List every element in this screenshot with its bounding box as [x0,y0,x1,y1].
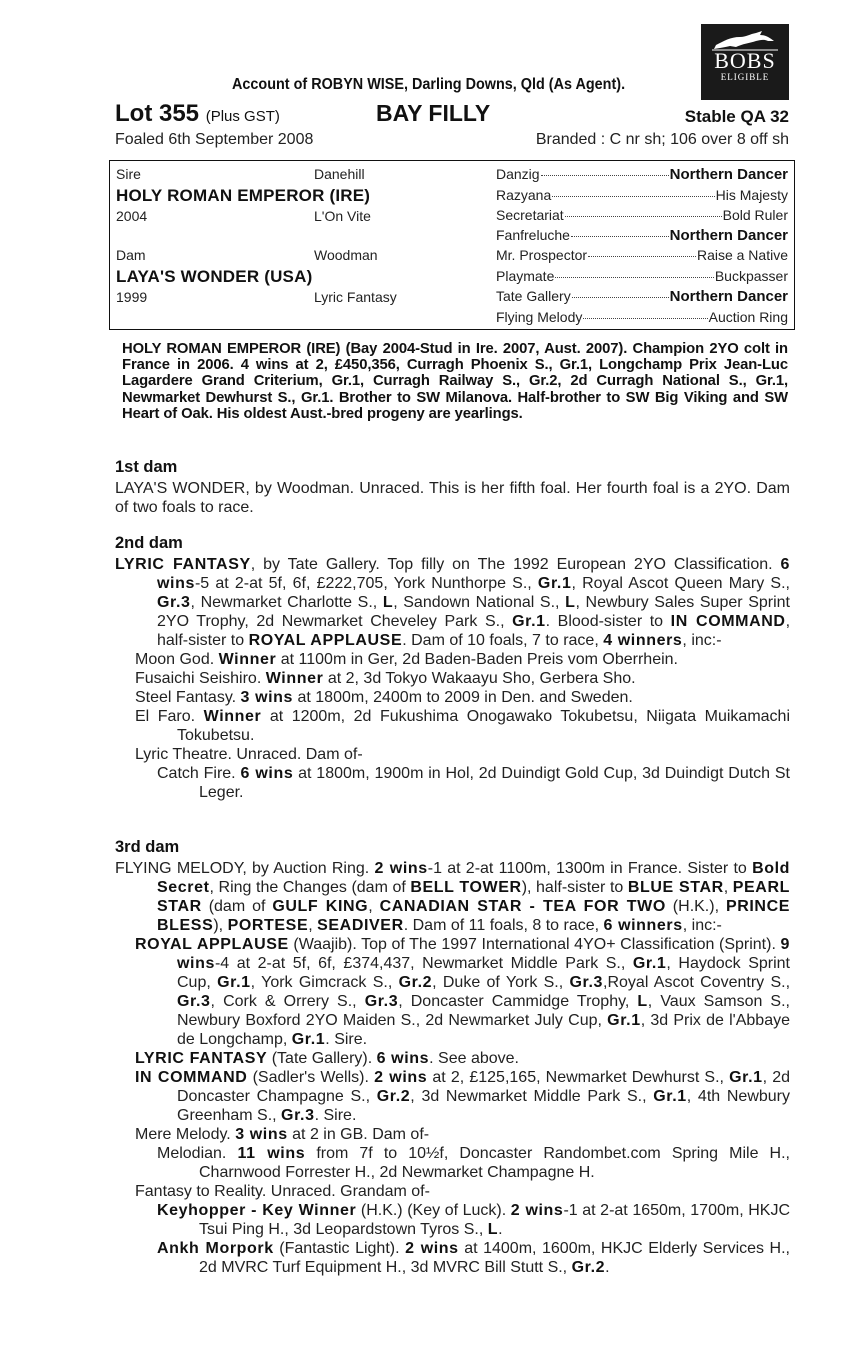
wins: 3 wins [235,1126,288,1143]
text: . See above. [429,1050,519,1067]
ancestor-sire: Raise a Native [696,247,788,263]
ancestor-sire: Auction Ring [708,309,788,325]
text: . [498,1221,503,1238]
winners: 6 winners [603,917,683,934]
text: at 1800m, 2400m to 2009 in Den. and Sweden. [293,689,633,706]
text: (Tate Gallery). [267,1050,377,1067]
text: , Royal Ascot Queen Mary S., [571,575,790,592]
text: , Sandown National S., [393,594,566,611]
leader-dots [571,236,669,237]
text: . Sire. [325,1031,368,1048]
text: , Haydock Sprint Cup, [177,955,790,991]
lot-number [115,100,280,128]
logo-text: BOBS [714,48,776,73]
horse-name: CANADIAN STAR - TEA FOR TWO [379,898,666,915]
ancestor-sire: His Majesty [715,187,788,203]
text: -1 at 2-at 1100m, 1300m in France. Sister to [427,860,753,877]
text: , 2d Doncaster Champagne S., [177,1069,791,1105]
text: , [723,879,733,896]
ancestor-sire: Northern Dancer [669,288,788,305]
progeny-entry [115,935,790,1049]
text: -1 at 2-at 1650m, 1700m, HKJC Tsui Ping H., 3d Leopardstown Tyros S., [199,1202,791,1238]
text: , 4th Newbury Greenham S., [177,1088,790,1124]
second-dam-main [115,555,790,650]
grade: Gr.3 [569,974,604,991]
text: Mere Melody. [135,1126,236,1143]
progeny-entry [115,1125,790,1144]
horse-name: PEARL STAR [157,879,790,915]
progeny-entry [115,707,790,745]
grade: Gr.1 [653,1088,687,1105]
grade: Gr.2 [398,974,433,991]
text: (Sadler's Wells). [247,1069,375,1086]
ancestor-sire: Northern Dancer [669,166,788,183]
leader-dots [583,318,707,319]
wins: 3 wins [240,689,294,706]
wins: 6 wins [240,765,294,782]
brand-marks: Branded : C nr sh; 106 over 8 off sh [535,131,789,148]
ancestor-name: Mr. Prospector [496,247,588,263]
grand-progeny-entry [115,1144,790,1182]
text: , Vaux Samson S., Newbury Boxford 2YO Maiden S., 2d Newmarket July Cup, [177,993,790,1029]
ancestor-name: Tate Gallery [496,288,571,304]
ancestor-name: Danzig [496,166,540,182]
dam-label: Dam [116,247,146,263]
grand-progeny-entry [115,764,790,802]
grand-progeny-entry [115,1201,790,1239]
grade: Gr.1 [729,1069,763,1086]
leader-dots [572,297,669,298]
grade: Gr.2 [376,1088,411,1105]
text: (Waajib). Top of The 1997 International 4YO+ Classification (Sprint). [288,936,781,953]
progeny-entry [115,669,790,688]
progeny-entry: Fantasy to Reality. Unraced. Grandam of- [135,1183,430,1200]
text: , inc:- [682,632,722,649]
grade: Gr.1 [217,974,251,991]
gst-note: (Plus GST) [205,108,280,125]
text: ), half-sister to [521,879,628,896]
leader-dots [555,277,713,278]
grade: L [637,993,648,1010]
wins: 6 wins [376,1050,430,1067]
text: , Duke of York S., [432,974,570,991]
text: ,Royal Ascot Coventry S., [603,974,791,991]
sire-summary: HOLY ROMAN EMPEROR (IRE) (Bay 2004-Stud in Ire. 2007, Aust. 2007). Champion 2YO colt in France in 2006. 4 wins at 2, £450,356, Curragh Phoenix S., Gr.1, Longchamp Prix Jean-Luc Lagardere Grand Criterium, Gr.1, Curragh Railway S., Gr.2, 2d Curragh National S., Gr.1, Newmarket Dewhurst S., Gr.1. Brother to SW Milanova. Half-brother to SW Big Viking and SW Heart of Oak. His oldest Aust.-bred progeny are yearlings. [122,341,788,422]
third-dam-section [115,859,790,1277]
horse-name: LYRIC FANTASY [135,1050,268,1067]
grade: L [487,1221,499,1238]
text: -5 at 2-at 5f, 6f, £222,705, York Nunthorpe S., [194,575,538,592]
grand-progeny-entry [115,1239,790,1277]
text: . Dam of 10 foals, 7 to race, [402,632,604,649]
text: at 2, 3d Tokyo Wakaayu Sho, Gerbera Sho. [323,670,636,687]
wins: 2 wins [510,1202,564,1219]
text: , half-sister to [157,613,791,649]
text: , [368,898,380,915]
text: Fusaichi Seishiro. [135,670,266,687]
ancestor-name: Razyana [496,187,552,203]
text: , Doncaster Cammidge Trophy, [398,993,638,1010]
first-dam-heading: 1st dam [115,458,178,476]
ancestor-sire: Bold Ruler [722,207,788,223]
horse-name: IN COMMAND [670,613,786,630]
text: , Ring the Changes (dam of [209,879,411,896]
dam-name: LAYA'S WONDER (USA) [116,267,313,286]
text: (Fantastic Light). [273,1240,406,1257]
second-dam-heading: 2nd dam [115,534,183,552]
wins: Winner [203,708,262,725]
leader-dots [541,175,669,176]
text: , by Tate Gallery. Top filly on The 1992 European 2YO Classification. [250,556,781,573]
text: ), [213,917,228,934]
ancestor-name: Secretariat [496,207,564,223]
ancestor-row [496,247,788,263]
text: , [308,917,318,934]
leader-dots [552,196,714,197]
text: . [605,1259,610,1276]
grade: Gr.3 [177,993,211,1010]
sire-dam: L'On Vite [314,208,371,224]
progeny-entry: Lyric Theatre. Unraced. Dam of- [135,746,363,763]
progeny-entry [115,650,790,669]
text: at 1100m in Ger, 2d Baden-Baden Preis vom Oberrhein. [276,651,678,668]
text: at 2, £125,165, Newmarket Dewhurst S., [427,1069,730,1086]
horse-name: GULF KING [272,898,369,915]
bobs-eligible-logo [701,24,789,100]
horse-name: Bold Secret [157,860,791,896]
winners: 4 winners [603,632,683,649]
text: . Sire. [314,1107,357,1124]
wins: Winner [218,651,277,668]
grade: Gr.1 [537,575,572,592]
grade: Gr.1 [607,1012,641,1029]
horse-name: ROYAL APPLAUSE [248,632,403,649]
grade: Gr.3 [281,1107,315,1124]
text: (H.K.), [665,898,726,915]
horse-name: SEADIVER [317,917,404,934]
grade: Gr.1 [632,955,667,972]
progeny-entry [115,1068,790,1125]
text: FLYING MELODY, by Auction Ring. [115,860,375,877]
pedigree-table [109,160,795,330]
text: , 3d Newmarket Middle Park S., [410,1088,654,1105]
horse-name: PRINCE BLESS [157,898,791,934]
wins: 2 wins [374,860,428,877]
text: Steel Fantasy. [135,689,241,706]
ancestor-row [496,288,788,305]
text: at 1200m, 2d Fukushima Onogawako Tokubetsu, Niigata Muikamachi Tokubetsu. [177,708,790,744]
colour-sex: BAY FILLY [376,100,491,126]
text: El Faro. [135,708,204,725]
horse-name: ROYAL APPLAUSE [135,936,289,953]
ancestor-name: Flying Melody [496,309,583,325]
progeny-entry [115,1049,790,1068]
leader-dots [588,256,696,257]
wins: 6 wins [157,556,790,592]
text: from 7f to 10½f, Doncaster Randombet.com Spring Mile H., Charnwood Forrester H., 2d Newmarket Champagne H. [199,1145,791,1181]
wins: 11 wins [237,1145,306,1162]
ancestor-row [496,227,788,244]
grade: Gr.3 [364,993,399,1010]
horse-name: BELL TOWER [410,879,522,896]
sire-label: Sire [116,166,141,182]
wins: 9 wins [177,936,791,972]
leader-dots [565,216,722,217]
ancestor-row [496,207,788,223]
text: , York Gimcrack S., [250,974,399,991]
horse-name: Keyhopper - Key Winner [157,1202,357,1219]
text: (dam of [201,898,273,915]
text: , Cork & Orrery S., [210,993,365,1010]
second-dam-section [115,555,790,802]
text: (H.K.) (Key of Luck). [356,1202,511,1219]
stable-number: Stable QA 32 [684,107,789,126]
horse-name: LYRIC FANTASY [115,556,251,573]
text: at 2 in GB. Dam of- [287,1126,430,1143]
grade: Gr.2 [571,1259,606,1276]
text: at 1400m, 1600m, HKJC Elderly Services H., 2d MVRC Turf Equipment H., 3d MVRC Bill Stutt S., [199,1240,791,1276]
ancestor-sire: Buckpasser [714,268,788,284]
ancestor-sire: Northern Dancer [669,227,788,244]
lot-label: Lot 355 [115,100,200,127]
dam-dam: Lyric Fantasy [314,289,397,305]
vendor-account: Account of ROBYN WISE, Darling Downs, Qld (As Agent). [232,76,626,93]
text: Moon God. [135,651,219,668]
wins: Winner [265,670,324,687]
sire-year: 2004 [116,208,148,224]
dam-sire: Woodman [314,247,378,263]
text: Melodian. [157,1145,238,1162]
horse-name: Ankh Morpork [157,1240,274,1257]
text: . Blood-sister to [545,613,671,630]
grade: Gr.1 [512,613,546,630]
horse-name: BLUE STAR [627,879,724,896]
text: , 3d Prix de l'Abbaye de Longchamp, [177,1012,791,1048]
ancestor-row [496,187,788,203]
grade: Gr.1 [291,1031,326,1048]
ancestor-name: Fanfreluche [496,227,570,243]
text: at 1800m, 1900m in Hol, 2d Duindigt Gold Cup, 3d Duindigt Dutch St Leger. [199,765,791,801]
text: -4 at 2-at 5f, 6f, £374,437, Newmarket Middle Park S., [214,955,633,972]
third-dam-heading: 3rd dam [115,838,180,856]
text: , Newbury Sales Super Sprint 2YO Trophy, 2d Newmarket Cheveley Park S., [157,594,790,630]
grade: L [565,594,576,611]
horse-name: IN COMMAND [135,1069,248,1086]
text: Catch Fire. [157,765,241,782]
ancestor-name: Playmate [496,268,555,284]
dam-year: 1999 [116,289,148,305]
first-dam-text: LAYA'S WONDER, by Woodman. Unraced. This is her fifth foal. Her fourth foal is a 2YO. Dam of two foals to race. [115,480,790,516]
text: . Dam of 11 foals, 8 to race, [403,917,604,934]
grade: Gr.3 [157,594,191,611]
foaled-date: Foaled 6th September 2008 [115,131,314,148]
third-dam-main [115,859,790,935]
sire-sire: Danehill [314,166,365,182]
ancestor-row [496,268,788,284]
grade: L [382,594,394,611]
ancestor-row [496,166,788,183]
wins: 2 wins [405,1240,459,1257]
horse-name: PORTESE [227,917,309,934]
sire-name: HOLY ROMAN EMPEROR (IRE) [116,186,371,205]
text: , inc:- [682,917,722,934]
logo-subtext: ELIGIBLE [720,72,770,82]
text: , Newmarket Charlotte S., [190,594,383,611]
wins: 2 wins [374,1069,428,1086]
ancestor-row [496,309,788,325]
progeny-entry [115,688,790,707]
